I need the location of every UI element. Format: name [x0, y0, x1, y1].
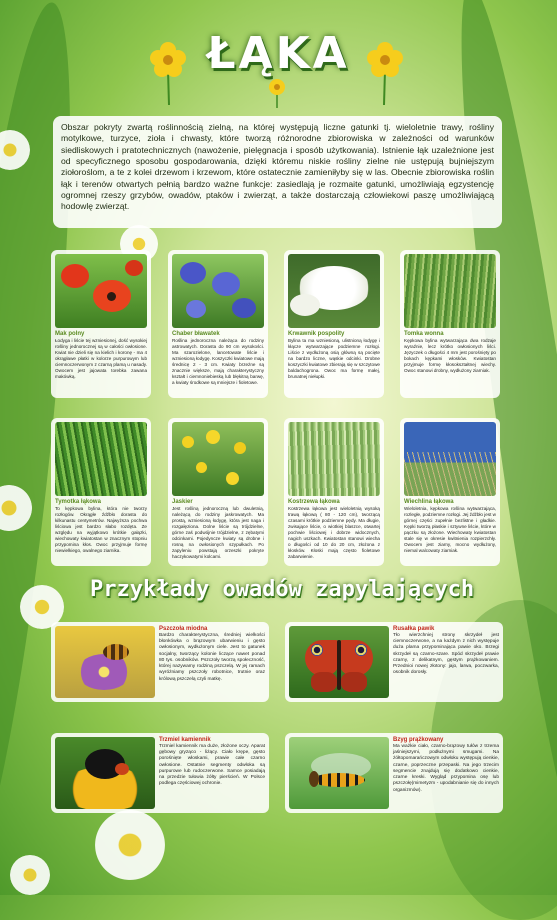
- poppy-photo: [55, 254, 147, 328]
- insect-card-pszczola: [51, 622, 269, 702]
- insect-card-trzmiel: [51, 733, 269, 813]
- plant-name: Mak polny: [55, 331, 85, 337]
- peacock-butterfly-photo: [289, 626, 389, 698]
- plant-description: Wieloletnia, kępkowa roślina wytwarzająca, rozległe, podziemne rozłogi. Jej źdźbło jest w górnej części zupełnie bezlistne i gładkie. Kępki tworzą płaskie i sztywne liście, które w pączku są złożone. Wiechowaty kwiatostan stale się w okresie kwitnienia rozpierzchły. Owocem jest ziarny, mocno wydłużony, niemal walcowaty ziarniak.: [404, 506, 496, 553]
- insects-heading: Przykłady owadów zapylających: [90, 577, 475, 602]
- plant-card-wiechlina: [400, 418, 500, 566]
- plant-name: Tomka wonna: [404, 331, 444, 337]
- plant-card-chaber: [168, 250, 268, 398]
- insect-description: Tło wierzchniej strony skrzydeł jest ciemnoczerwone, a na każdym z nich występuje duża plama przypominająca pawie oko. Brzegi skrzydeł są czarno-szare. Spód skrzydeł prawie czarny, z delikatnym, gęstym prążkowaniem. Przednioi nowej złotony: jajo, larwa, poczwarka, osobnik dorosły.: [393, 633, 499, 676]
- plant-card-krwawnik: [284, 250, 384, 398]
- daisy-icon: [95, 810, 165, 880]
- insect-name: Rusałka pawik: [393, 626, 435, 632]
- plant-name: Jaskier: [172, 499, 193, 505]
- buttercup-photo: [172, 422, 264, 496]
- plant-card-kostrzewa: [284, 418, 384, 566]
- insect-description: Ma ważkie ciało, czarno-brązowy tułów z trzema jaśniejszymi, podłużnymi smugami. Na żółtopomarańczowym odwłoku występują cienkie, czarne, poprzeczne przepaski. Na jego trzecim segmencie znajdują się dodatkowo cienkie, czarne kreski. Wygląd przypomina osę lub pszczołę(mimetyzm - upodabnianie się do innych organizmów).: [393, 744, 499, 793]
- buttercup-icon: [266, 78, 288, 108]
- plant-description: Bylina ta ma wzniesioną, ulistnioną łodygę i kłącze wytwarzające podziemne rozłogi. Liście z wydłużoną osią główną są pocięte na bardzo liczne, wąskie odcinki. Drobne koszyczki kwiatowe zbierają się w szczytowe baldachogrona. Owoc ma formę małej, brunatnej niełupki.: [288, 338, 380, 379]
- honeybee-photo: [55, 626, 155, 698]
- meadow-fescue-photo: [288, 422, 380, 496]
- yarrow-photo: [288, 254, 380, 328]
- plant-description: To kępkowa bylina, która nie tworzy rozłogów. Okrągłe źdźbło dorasta do kilkunastu centymetrów. Najwyższa pochwa liściowa jest bardzo słabo rozdęta. Ze względu na wyjątkowo krótkie gałązki, wiechowaty kwiatostan w znacznym stopniu przypomina kłos. Owoc przyjmuje formę niewielkiego, owalnego ziarnika.: [55, 506, 147, 553]
- plant-card-tomka: [400, 250, 500, 398]
- plant-name: Chaber bławatek: [172, 331, 220, 337]
- plant-card-mak: [51, 250, 151, 398]
- insect-name: Bzyg prążkowany: [393, 737, 444, 743]
- sweet-vernal-grass-photo: [404, 254, 496, 328]
- hoverfly-photo: [289, 737, 389, 809]
- page-title: ŁĄKA: [207, 28, 350, 79]
- insect-name: Trzmiel kamiennik: [159, 737, 211, 743]
- plant-name: Tymotka łąkowa: [55, 499, 101, 505]
- meadow-grass-photo: [404, 422, 496, 496]
- insect-description: Trzmiel kamiennik ma duże, złożone oczy. Aparat gębowy gryząco - liżący. Ciało krępe, gęsto porośnięte włoskami, prawie całe czarno owłosione. Ostatnie segmenty odwłoka są purpurowe lub rudoczerwone. Samce posiadają na przedzie tułowia żółty pierścień. W Polsce podlega częściowej ochronie.: [159, 744, 265, 787]
- plant-name: Kostrzewa łąkowa: [288, 499, 340, 505]
- plant-description: Kępkowa bylina wytwarzająca dwa rodzaje wyraźnie, lecz krótko owłosionych liści. Języczek o długości 4 mm jest porośnięty po bokach kępkami włosków. Kwiatostan przyjmuje formę kłosokształtnej wiechy. Owoc stanowi drobny, wydłużony ziarniak.: [404, 338, 496, 373]
- insect-card-rusalka: [285, 622, 503, 702]
- plant-description: Łodyga i liście tej wzniesionej, dość wysokiej rośliny jednorocznej są w całości owłosione. Kwiat nie dzieli się na kielich i koronę - ma 4 okrągławe płatki w kolorze purpurowym lub ciemnoczerwonym z czarną plamą u nasady. Owocem jest jajowata torebka zawana makówką.: [55, 338, 147, 379]
- daisy-icon: [10, 855, 50, 895]
- insect-description: Bardzo charakterystyczna, średniej wielkości błonkówka o brązowym ubarwieniu i gęsto owłosionym, wydłużonym ciele. Jest to gatunek socjalny, tworzący kolonie liczące nawet ponad 80 tys. osobników. Pszczoły tworzą społeczność, której nazywamy rodziną pszczelą. W jej ramach wyróżniamy pszczoły robotnice, trutnie oraz królową pszczelą czyli matkę.: [159, 633, 265, 682]
- insect-card-bzyg: [285, 733, 503, 813]
- plant-name: Wiechlina łąkowa: [404, 499, 454, 505]
- bumblebee-photo: [55, 737, 155, 809]
- plant-description: Jest rośliną jednoroczną lub dwuletnią, należącą do rodziny jaskrowatych. Ma prostą, wzniesioną łodygę, która jest naga i rozgałęziona. Dolne liście są trójdzielne, górne zaś podwójnie trójdzielne, z zębatymi odcinkami. Pojedyncze kwiaty są drobne i rosną na owłosionych szypułkach. Po zapyleniu powstają orzeszki pokryte haczykowatymi kolcami.: [172, 506, 264, 559]
- timothy-grass-photo: [55, 422, 147, 496]
- cornflower-photo: [172, 254, 264, 328]
- plant-card-jaskier: [168, 418, 268, 566]
- plant-description: Roślina jednoroczna należąca do rodziny astrowatych. Dorasta do 90 cm wysokości. Ma szarozielone, lancetowate liście i wzniesioną łodygę. Koszyczki kwiatowe mają średnicę 2 - 3 cm. Kwiaty brzeżne są znacznie większe, mają charakterystyczny kształt i ciemnoniebieską lub błękitną barwę, a kwiaty środkowe są mniejsze i fioletowe.: [172, 338, 264, 385]
- plant-description: Kostrzewa łąkowa jest wieloletnią wysoką trawą łąkową ( 80 - 120 cm), tworzącą czasami krótkie podziemne pędy. Ma długie, zwisające liście, o wiotkiej blaszce, otwartej pochwie liściowej i dobrze widocznych, nagich uszkach. Kwiatostan stanowi wiecha o długości od 10 do 20 cm, złożona z kłosków. Kłoski mają często fioletowe zabarwienie.: [288, 506, 380, 559]
- plant-name: Krwawnik pospolity: [288, 331, 345, 337]
- plant-card-tymotka: [51, 418, 151, 566]
- insect-name: Pszczoła miodna: [159, 626, 208, 632]
- intro-text: Obszar pokryty zwartą roślinnością zielną, na której występują liczne gatunki tj. wieloletnie trawy, rośliny motylkowe, turzyce, zioła i chwasty, które tworzą różnorodne zbiorowiska w zależności od warunków siedliskowych i pratotechnicznych (nawożenie, pielęgnacja i sposób użytkowania). Istnienie łąk uzależnione jest od specyficznego sposobu gospodarowania, dzięki któremu niskie rośliny zielne nie ustępują bujniejszym ziołoroślom, a te z kolei drzewom i krzewom, które ostatecznie zamieniłyby się w las. Obecnie zbiorowiska roślin łąk i terenów otwartych pełnią bardzo ważne funkcje: zasiedlają je rozmaite gatunki, umożliwiają egzystencję ogromnej rzeszy grzybów, owadów, ptaków i zwierząt, a także dostarczają człowiekowi paszę umożliwiającą hodowlę zwierząt.: [53, 116, 502, 228]
